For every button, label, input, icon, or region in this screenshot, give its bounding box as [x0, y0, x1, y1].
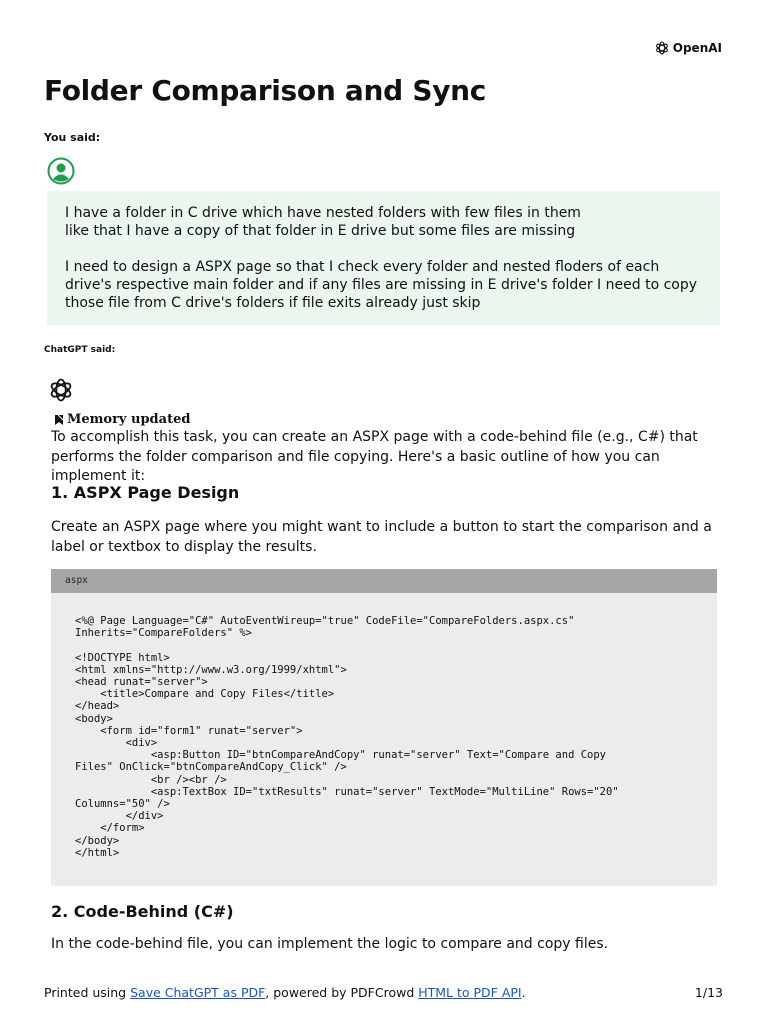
user-message-paragraph	[65, 204, 702, 240]
section-heading-aspx: 1. ASPX Page Design	[51, 483, 240, 502]
code-content: <%@ Page Language="C#" AutoEventWireup="true" CodeFile="CompareFolders.aspx.cs" Inherits="CompareFolders" %> <!DOCTYPE html> <html xmlns="http://www.w3.org/1999/xhtml"> <head runat="server"> <title>Compare and Copy Files</title> </head> <body> <form id="form1" runat="server"> <div> <asp:Button ID="btnCompareAndCopy" runat="server" Text="Compare and Copy Files" OnClick="btnCompareAndCopy_Click" /> <br /><br /> <asp:TextBox ID="txtResults" runat="server" TextMode="MultiLine" Rows="20" Columns="50" /> </div> </form> </body> </html>	[75, 615, 619, 859]
answer-intro	[51, 428, 721, 487]
html-to-pdf-api-link[interactable]: HTML to PDF API	[418, 985, 522, 1000]
user-message-line: like that I have a copy of that folder in E drive but some files are missing	[65, 223, 576, 239]
chatgpt-avatar-icon	[47, 376, 75, 404]
code-block	[51, 569, 717, 886]
page-number: 1/13	[694, 985, 723, 1000]
save-chatgpt-pdf-link[interactable]: Save ChatGPT as PDF	[130, 985, 266, 1000]
user-message-paragraph: I need to design a ASPX page so that I check every folder and nested floders of each drive's respective main folder and if any files are missing in E drive's folder I need to copy those file from C drive's folders if file exits already just skip	[65, 259, 698, 311]
print-footer	[44, 985, 526, 1000]
section-text-aspx: Create an ASPX page where you might want to include a button to start the comparison and a label or textbox to display the results.	[51, 519, 712, 555]
footer-middle: , powered by PDFCrowd	[265, 985, 419, 1000]
memory-updated-note	[53, 412, 190, 427]
memory-updated-text: Memory updated	[67, 412, 191, 427]
footer-suffix: .	[521, 985, 526, 1000]
user-message-line: I have a folder in C drive which have nested folders with few files in them	[65, 205, 581, 221]
footer-prefix: Printed using	[44, 985, 131, 1000]
page-title: Folder Comparison and Sync	[44, 74, 487, 107]
you-said-label: You said:	[44, 131, 101, 144]
user-message-bubble	[47, 191, 720, 325]
brand-header	[654, 40, 722, 56]
section-text-codebehind: In the code-behind file, you can implement the logic to compare and copy files.	[51, 936, 609, 952]
chatgpt-said-label: ChatGPT said:	[44, 345, 116, 355]
section-heading-codebehind: 2. Code-Behind (C#)	[51, 902, 234, 921]
brand-name: OpenAI	[672, 41, 722, 55]
answer-intro-text: To accomplish this task, you can create an ASPX page with a code-behind file (e.g., C#) that performs the folder comparison and file copying. Here's a basic outline of how you can implement it:	[51, 429, 698, 484]
code-language-label: aspx	[51, 569, 717, 593]
bookmark-icon	[53, 414, 65, 426]
user-avatar-icon	[47, 157, 75, 185]
openai-logo-icon	[654, 40, 670, 56]
